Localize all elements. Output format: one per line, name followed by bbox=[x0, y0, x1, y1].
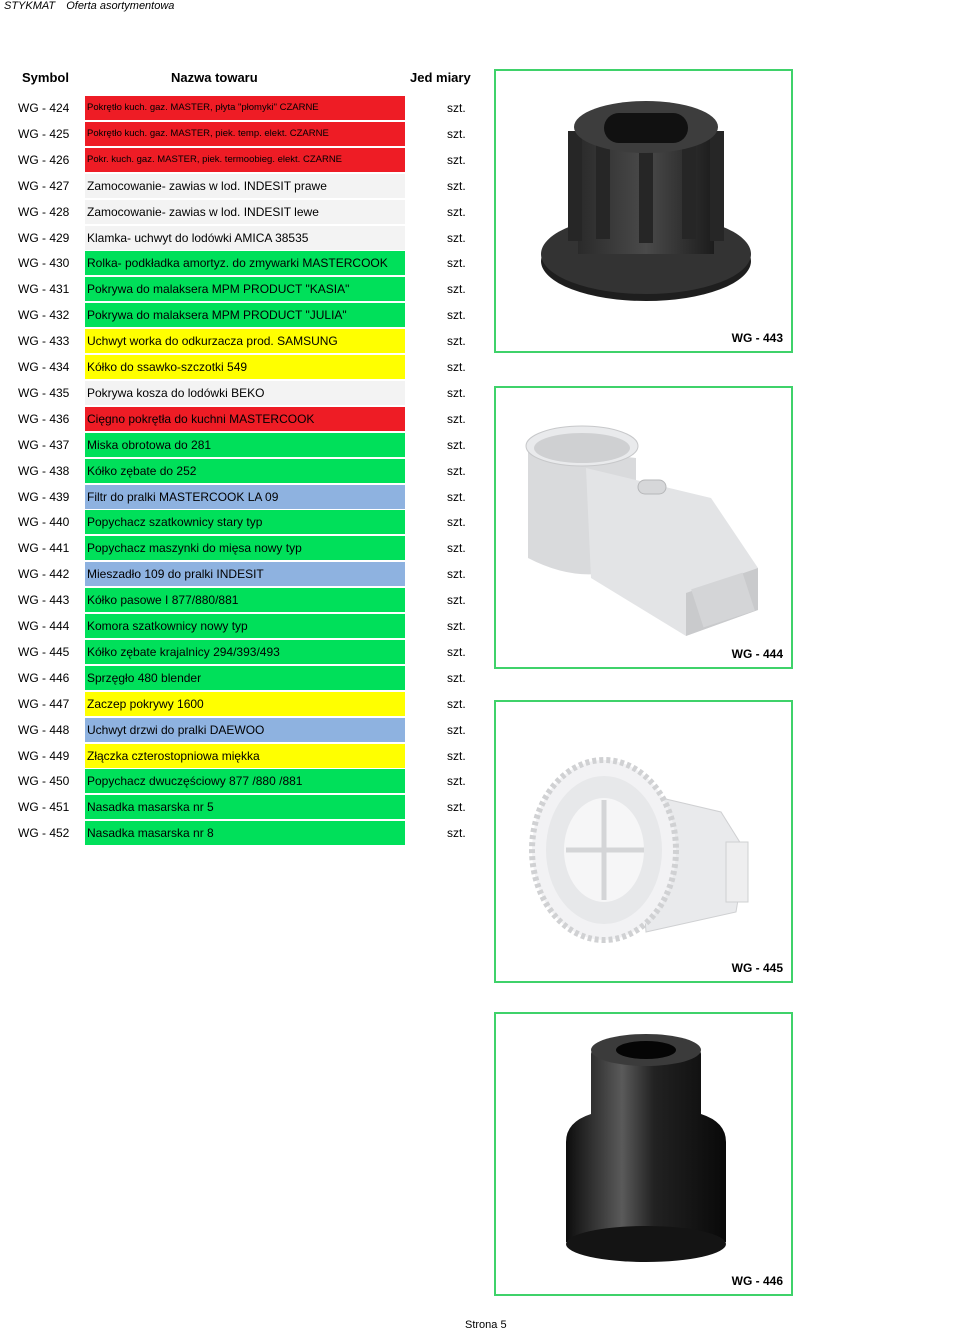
row-product-name: Rolka- podkładka amortyz. do zmywarki MASTERCOOK bbox=[85, 251, 405, 275]
photo-frame-4 bbox=[494, 1012, 793, 1296]
table-row bbox=[0, 407, 480, 431]
photo-label-1: WG - 443 bbox=[731, 331, 783, 345]
table-row bbox=[0, 485, 480, 509]
row-symbol: WG - 450 bbox=[18, 774, 70, 789]
row-product-name: Kółko zębate krajalnicy 294/393/493 bbox=[85, 640, 405, 664]
table-row bbox=[0, 433, 480, 457]
row-product-name: Uchwyt worka do odkurzacza prod. SAMSUNG bbox=[85, 329, 405, 353]
column-header-name: Nazwa towaru bbox=[171, 70, 258, 85]
table-row bbox=[0, 277, 480, 301]
row-symbol: WG - 447 bbox=[18, 696, 70, 711]
row-product-name: Kółko pasowe I 877/880/881 bbox=[85, 588, 405, 612]
coupling-photo-icon bbox=[496, 1014, 791, 1294]
row-unit: szt. bbox=[447, 670, 466, 685]
row-product-name: Uchwyt drzwi do pralki DAEWOO bbox=[85, 718, 405, 742]
company-name: STYKMAT bbox=[4, 0, 56, 12]
row-symbol: WG - 430 bbox=[18, 256, 70, 271]
row-product-name: Kółko do ssawko-szczotki 549 bbox=[85, 355, 405, 379]
row-symbol: WG - 431 bbox=[18, 282, 70, 297]
shredder-chamber-photo-icon bbox=[496, 388, 791, 667]
row-unit: szt. bbox=[447, 308, 466, 323]
column-header-symbol: Symbol bbox=[22, 70, 69, 85]
row-symbol: WG - 427 bbox=[18, 178, 70, 193]
page-header bbox=[4, 0, 182, 12]
row-product-name: Miska obrotowa do 281 bbox=[85, 433, 405, 457]
row-unit: szt. bbox=[447, 178, 466, 193]
row-symbol: WG - 444 bbox=[18, 619, 70, 633]
row-product-name: Pokrywa do malaksera MPM PRODUCT "KASIA" bbox=[85, 277, 405, 301]
table-row bbox=[0, 174, 480, 198]
photo-frame-3 bbox=[494, 700, 793, 983]
row-product-name: Mieszadło 109 do pralki INDESIT bbox=[85, 562, 405, 586]
table-row bbox=[0, 614, 480, 638]
row-symbol: WG - 432 bbox=[18, 308, 70, 323]
row-unit: szt. bbox=[447, 101, 466, 115]
row-symbol: WG - 425 bbox=[18, 126, 70, 141]
row-product-name: Filtr do pralki MASTERCOOK LA 09 bbox=[85, 485, 405, 509]
row-unit: szt. bbox=[447, 489, 466, 504]
photo-frame-2 bbox=[494, 386, 793, 669]
row-unit: szt. bbox=[447, 360, 466, 374]
row-unit: szt. bbox=[447, 826, 466, 841]
row-symbol: WG - 443 bbox=[18, 593, 70, 608]
row-product-name: Pokrętło kuch. gaz. MASTER, piek. temp. elekt. CZARNE bbox=[85, 122, 405, 146]
row-product-name: Pokrywa kosza do lodówki BEKO bbox=[85, 381, 405, 405]
row-symbol: WG - 440 bbox=[18, 515, 70, 530]
row-symbol: WG - 449 bbox=[18, 748, 70, 763]
row-product-name: Zamocowanie- zawias w lod. INDESIT lewe bbox=[85, 200, 405, 224]
table-row bbox=[0, 744, 480, 768]
row-product-name: Pokrywa do malaksera MPM PRODUCT "JULIA" bbox=[85, 303, 405, 327]
row-product-name: Popychacz maszynki do mięsa nowy typ bbox=[85, 536, 405, 560]
table-row bbox=[0, 96, 480, 120]
table-row bbox=[0, 795, 480, 819]
table-row bbox=[0, 355, 480, 379]
column-header-unit: Jed miary bbox=[410, 70, 471, 85]
table-row bbox=[0, 692, 480, 716]
row-unit: szt. bbox=[447, 644, 466, 659]
table-row bbox=[0, 148, 480, 172]
row-symbol: WG - 435 bbox=[18, 385, 70, 400]
row-symbol: WG - 437 bbox=[18, 437, 70, 452]
table-row bbox=[0, 510, 480, 534]
row-unit: szt. bbox=[447, 619, 466, 633]
table-row bbox=[0, 226, 480, 250]
row-symbol: WG - 445 bbox=[18, 644, 70, 659]
table-row bbox=[0, 666, 480, 690]
row-unit: szt. bbox=[447, 463, 466, 478]
row-symbol: WG - 442 bbox=[18, 567, 70, 582]
pulley-wheel-photo-icon bbox=[496, 71, 791, 351]
photo-frame-1 bbox=[494, 69, 793, 353]
row-unit: szt. bbox=[447, 593, 466, 608]
table-row bbox=[0, 329, 480, 353]
row-unit: szt. bbox=[447, 152, 466, 167]
row-unit: szt. bbox=[447, 722, 466, 737]
photo-label-3: WG - 445 bbox=[731, 961, 783, 975]
row-product-name: Nasadka masarska nr 8 bbox=[85, 821, 405, 845]
row-unit: szt. bbox=[447, 748, 466, 763]
table-row bbox=[0, 718, 480, 742]
table-row bbox=[0, 303, 480, 327]
row-unit: szt. bbox=[447, 204, 466, 219]
row-symbol: WG - 448 bbox=[18, 722, 70, 737]
table-row bbox=[0, 769, 480, 793]
row-symbol: WG - 426 bbox=[18, 152, 70, 167]
row-symbol: WG - 439 bbox=[18, 489, 70, 504]
row-product-name: Popychacz szatkownicy stary typ bbox=[85, 510, 405, 534]
table-row bbox=[0, 821, 480, 845]
row-product-name: Komora szatkownicy nowy typ bbox=[85, 614, 405, 638]
row-unit: szt. bbox=[447, 541, 466, 556]
row-symbol: WG - 441 bbox=[18, 541, 70, 556]
page-number: Strona 5 bbox=[465, 1319, 507, 1331]
row-unit: szt. bbox=[447, 800, 466, 815]
row-symbol: WG - 451 bbox=[18, 800, 70, 815]
row-unit: szt. bbox=[447, 696, 466, 711]
row-symbol: WG - 433 bbox=[18, 334, 70, 349]
row-product-name: Zamocowanie- zawias w lod. INDESIT prawe bbox=[85, 174, 405, 198]
row-product-name: Popychacz dwuczęściowy 877 /880 /881 bbox=[85, 769, 405, 793]
row-unit: szt. bbox=[447, 256, 466, 271]
row-product-name: Klamka- uchwyt do lodówki AMICA 38535 bbox=[85, 226, 405, 250]
table-row bbox=[0, 588, 480, 612]
row-unit: szt. bbox=[447, 567, 466, 582]
row-unit: szt. bbox=[447, 230, 466, 245]
row-unit: szt. bbox=[447, 126, 466, 141]
table-row bbox=[0, 562, 480, 586]
document-subtitle: Oferta asortymentowa bbox=[66, 0, 175, 12]
photo-label-4: WG - 446 bbox=[731, 1274, 783, 1288]
table-row bbox=[0, 381, 480, 405]
table-row bbox=[0, 200, 480, 224]
row-symbol: WG - 428 bbox=[18, 204, 70, 219]
row-unit: szt. bbox=[447, 385, 466, 400]
table-row bbox=[0, 640, 480, 664]
row-product-name: Pokrętło kuch. gaz. MASTER, płyta "płomyki" CZARNE bbox=[85, 96, 405, 120]
gear-wheel-photo-icon bbox=[496, 702, 791, 981]
row-product-name: Cięgno pokrętła do kuchni MASTERCOOK bbox=[85, 407, 405, 431]
table-row bbox=[0, 536, 480, 560]
row-product-name: Złączka czterostopniowa miękka bbox=[85, 744, 405, 768]
table-row bbox=[0, 459, 480, 483]
photo-label-2: WG - 444 bbox=[731, 647, 783, 661]
row-symbol: WG - 429 bbox=[18, 230, 70, 245]
row-symbol: WG - 446 bbox=[18, 670, 70, 685]
row-unit: szt. bbox=[447, 437, 466, 452]
table-row bbox=[0, 122, 480, 146]
row-product-name: Zaczep pokrywy 1600 bbox=[85, 692, 405, 716]
row-symbol: WG - 434 bbox=[18, 360, 70, 374]
row-symbol: WG - 452 bbox=[18, 826, 70, 841]
row-product-name: Sprzęgło 480 blender bbox=[85, 666, 405, 690]
row-unit: szt. bbox=[447, 515, 466, 530]
row-product-name: Pokr. kuch. gaz. MASTER, piek. termoobieg. elekt. CZARNE bbox=[85, 148, 405, 172]
row-unit: szt. bbox=[447, 334, 466, 349]
row-unit: szt. bbox=[447, 774, 466, 789]
row-unit: szt. bbox=[447, 411, 466, 426]
row-symbol: WG - 438 bbox=[18, 463, 70, 478]
row-unit: szt. bbox=[447, 282, 466, 297]
row-symbol: WG - 424 bbox=[18, 101, 70, 115]
row-symbol: WG - 436 bbox=[18, 411, 70, 426]
row-product-name: Kółko zębate do 252 bbox=[85, 459, 405, 483]
table-row bbox=[0, 251, 480, 275]
row-product-name: Nasadka masarska nr 5 bbox=[85, 795, 405, 819]
